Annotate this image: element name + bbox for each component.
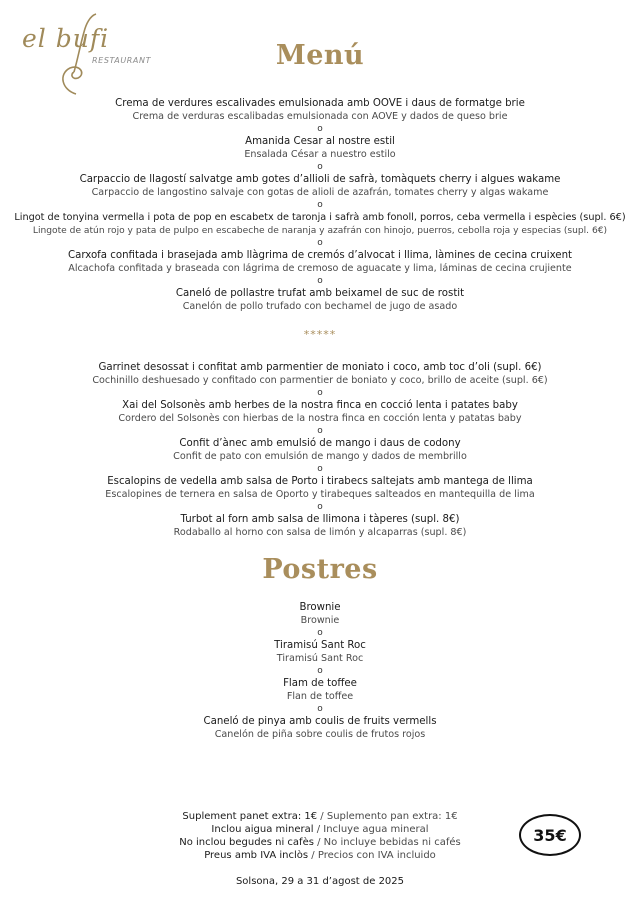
footer-divider: / xyxy=(317,811,327,822)
dish-name-es: Rodaballo al horno con salsa de limón y alcaparras (supl. 8€) xyxy=(173,526,467,538)
dish-name-ca: Escalopins de vedella amb salsa de Porto i tirabecs saltejats amb mantega de llima xyxy=(107,476,533,487)
desserts-section xyxy=(0,602,640,741)
dessert-name-ca: Brownie xyxy=(299,602,341,613)
dessert-name-es: Canelón de piña sobre coulis de frutos rojos xyxy=(214,728,426,740)
list-item xyxy=(0,678,640,703)
dish-name-es: Canelón de pollo trufado con bechamel de jugo de asado xyxy=(182,300,458,312)
footer-ca: Suplement panet extra: 1€ xyxy=(182,811,318,822)
list-item xyxy=(0,640,640,665)
dessert-name-es: Flan de toffee xyxy=(286,690,354,702)
dessert-name-ca: Caneló de pinya amb coulis de fruits vermells xyxy=(203,716,437,727)
list-item xyxy=(0,362,640,387)
list-item xyxy=(0,288,640,313)
footer-divider: / xyxy=(313,837,324,848)
dessert-name-es: Brownie xyxy=(300,614,340,626)
list-item xyxy=(0,250,640,275)
footer-ca: No inclou begudes ni cafès xyxy=(179,837,314,848)
menu-title: Menú xyxy=(275,40,365,71)
footer-ca: Preus amb IVA inclòs xyxy=(204,850,309,861)
separator: o xyxy=(317,426,323,436)
separator: o xyxy=(317,502,323,512)
dish-name-ca: Confit d’ànec amb emulsió de mango i daus de codony xyxy=(179,438,461,449)
dish-name-es: Carpaccio de langostino salvaje con gotas de alioli de azafrán, tomates cherry y algas wakame xyxy=(91,186,549,198)
dish-name-es: Confit de pato con emulsión de mango y dados de membrillo xyxy=(173,450,467,462)
dish-name-es: Crema de verduras escalibadas emulsionada con AOVE y dados de queso brie xyxy=(132,110,508,122)
separator: o xyxy=(317,388,323,398)
list-item xyxy=(0,212,640,237)
footer-es: Precios con IVA incluido xyxy=(317,850,436,861)
dish-name-es: Lingote de atún rojo y pata de pulpo en escabeche de naranja y azafrán con hinojo, puerros, cebolla roja y especias (supl. 6€) xyxy=(32,225,608,236)
dish-name-ca: Carpaccio de llagostí salvatge amb gotes d’allioli de safrà, tomàquets cherry i algues wakame xyxy=(79,174,561,185)
dish-name-ca: Lingot de tonyina vermella i pota de pop en escabetx de taronja i safrà amb fonoll, porros, ceba vermella i espècies (supl. 6€) xyxy=(14,212,626,223)
list-item xyxy=(0,602,640,627)
list-item xyxy=(0,174,640,199)
dish-name-es: Alcachofa confitada y braseada con lágrima de cremoso de aguacate y lima, láminas de cecina crujiente xyxy=(68,262,572,274)
separator: o xyxy=(317,666,323,676)
list-item xyxy=(0,136,640,161)
list-item xyxy=(0,514,640,539)
dessert-name-ca: Tiramisú Sant Roc xyxy=(274,640,366,651)
list-item xyxy=(0,400,640,425)
mains-section xyxy=(0,362,640,539)
separator: o xyxy=(317,704,323,714)
dish-name-es: Escalopines de ternera en salsa de Oporto y tirabeques salteados en mantequilla de lima xyxy=(105,488,535,500)
dish-name-es: Ensalada César a nuestro estilo xyxy=(244,148,396,160)
separator: o xyxy=(317,200,323,210)
list-item xyxy=(0,438,640,463)
desserts-title: Postres xyxy=(262,554,378,585)
logo-subtitle: RESTAURANT xyxy=(92,56,152,65)
footer-es: No incluye bebidas ni cafés xyxy=(323,837,461,848)
dish-name-ca: Carxofa confitada i brasejada amb llàgrima de cremós d’alvocat i llima, làmines de cecina cruixent xyxy=(67,250,573,261)
separator: o xyxy=(317,238,323,248)
footer-ca: Inclou aigua mineral xyxy=(211,824,314,835)
dish-name-es: Cordero del Solsonès con hierbas de la nostra finca en cocción lenta y patatas baby xyxy=(118,412,522,424)
list-item xyxy=(0,716,640,741)
footer-divider: / xyxy=(308,850,318,861)
course-divider: ***** xyxy=(303,328,337,341)
dish-name-ca: Turbot al forn amb salsa de llimona i tàperes (supl. 8€) xyxy=(180,514,460,525)
starters-section xyxy=(0,98,640,313)
separator: o xyxy=(317,276,323,286)
price-badge: 35€ xyxy=(519,814,581,856)
list-item xyxy=(0,98,640,123)
dessert-name-es: Tiramisú Sant Roc xyxy=(276,652,364,664)
separator: o xyxy=(317,464,323,474)
dessert-name-ca: Flam de toffee xyxy=(283,678,357,689)
dish-name-ca: Caneló de pollastre trufat amb beixamel de suc de rostit xyxy=(175,288,465,299)
separator: o xyxy=(317,124,323,134)
logo-name: el bufi xyxy=(22,24,110,53)
dish-name-ca: Garrinet desossat i confitat amb parmentier de moniato i coco, amb toc d’oli (supl. 6€) xyxy=(98,362,542,373)
footer-es: Suplemento pan extra: 1€ xyxy=(326,811,458,822)
dish-name-es: Cochinillo deshuesado y confitado con parmentier de boniato y coco, brillo de aceite (supl. 6€) xyxy=(92,374,548,386)
separator: o xyxy=(317,628,323,638)
dish-name-ca: Crema de verdures escalivades emulsionada amb OOVE i daus de formatge brie xyxy=(115,98,525,109)
dish-name-ca: Xai del Solsonès amb herbes de la nostra finca en cocció lenta i patates baby xyxy=(122,400,518,411)
footer-divider: / xyxy=(313,824,324,835)
event-date: Solsona, 29 a 31 d’agost de 2025 xyxy=(235,876,405,887)
separator: o xyxy=(317,162,323,172)
dish-name-ca: Amanida Cesar al nostre estil xyxy=(245,136,395,147)
footer-es: Incluye agua mineral xyxy=(323,824,429,835)
list-item xyxy=(0,476,640,501)
